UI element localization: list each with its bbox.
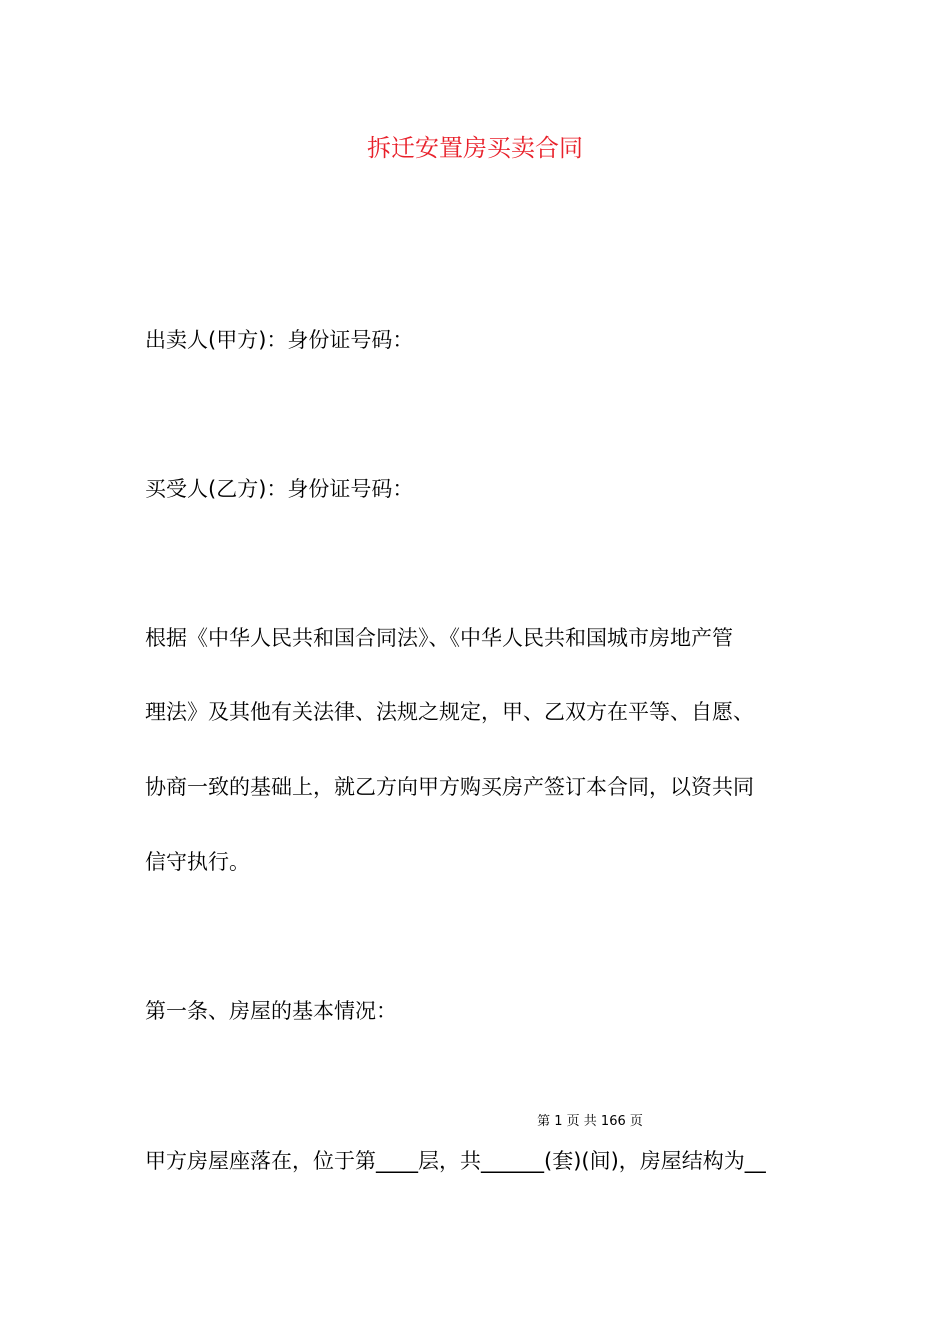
preamble-line-1: 根据《中华人民共和国合同法》、《中华人民共和国城市房地产管 (145, 626, 733, 650)
document-title: 拆迁安置房买卖合同 (367, 134, 583, 162)
preamble-line-2: 理法》及其他有关法律、法规之规定，甲、乙双方在平等、自愿、 (145, 700, 754, 724)
preamble-line-4: 信守执行。 (145, 850, 250, 874)
article1-heading: 第一条、房屋的基本情况： (145, 999, 397, 1023)
article1-line-1: 甲方房屋座落在，位于第____层，共______(套)(间)，房屋结构为__ (145, 1149, 766, 1173)
buyer-line: 买受人(乙方)：身份证号码： (145, 477, 414, 501)
preamble-line-3: 协商一致的基础上，就乙方向甲方购买房产签订本合同，以资共同 (145, 775, 754, 799)
page-footer: 第 1 页 共 166 页 (537, 1114, 643, 1129)
seller-line: 出卖人(甲方)：身份证号码： (145, 328, 414, 352)
